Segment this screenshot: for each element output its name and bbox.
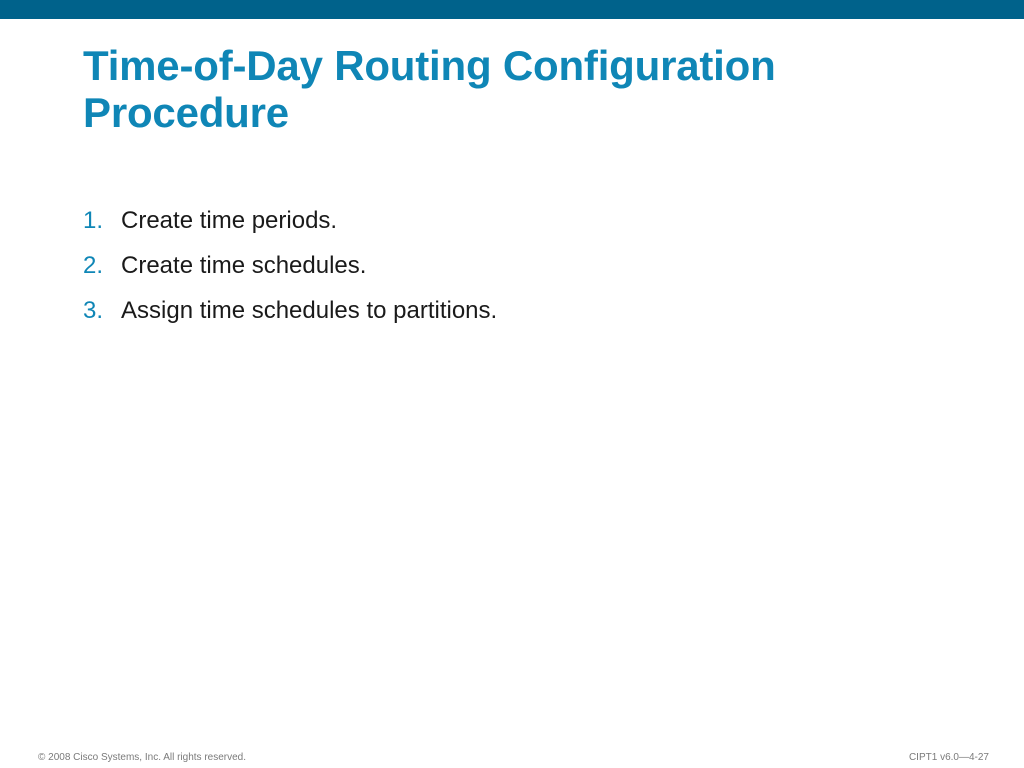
slide-title [83, 42, 983, 136]
slide-title-line2: Procedure [83, 89, 289, 136]
slide-title-line1: Time-of-Day Routing Configuration [83, 42, 776, 89]
procedure-steps-list [83, 203, 497, 338]
slide-id-footer: CIPT1 v6.0—4-27 [908, 752, 989, 763]
list-item [83, 248, 497, 293]
list-item [83, 203, 497, 248]
list-item [83, 293, 497, 338]
step-text: Create time periods. [121, 207, 338, 234]
step-text: Create time schedules. [121, 252, 367, 279]
step-text: Assign time schedules to partitions. [121, 297, 498, 324]
step-number: 3. [83, 297, 104, 324]
step-number: 2. [83, 252, 104, 279]
header-bar [0, 0, 1024, 19]
step-number: 1. [83, 207, 104, 234]
copyright-footer: © 2008 Cisco Systems, Inc. All rights reserved. [38, 752, 247, 763]
